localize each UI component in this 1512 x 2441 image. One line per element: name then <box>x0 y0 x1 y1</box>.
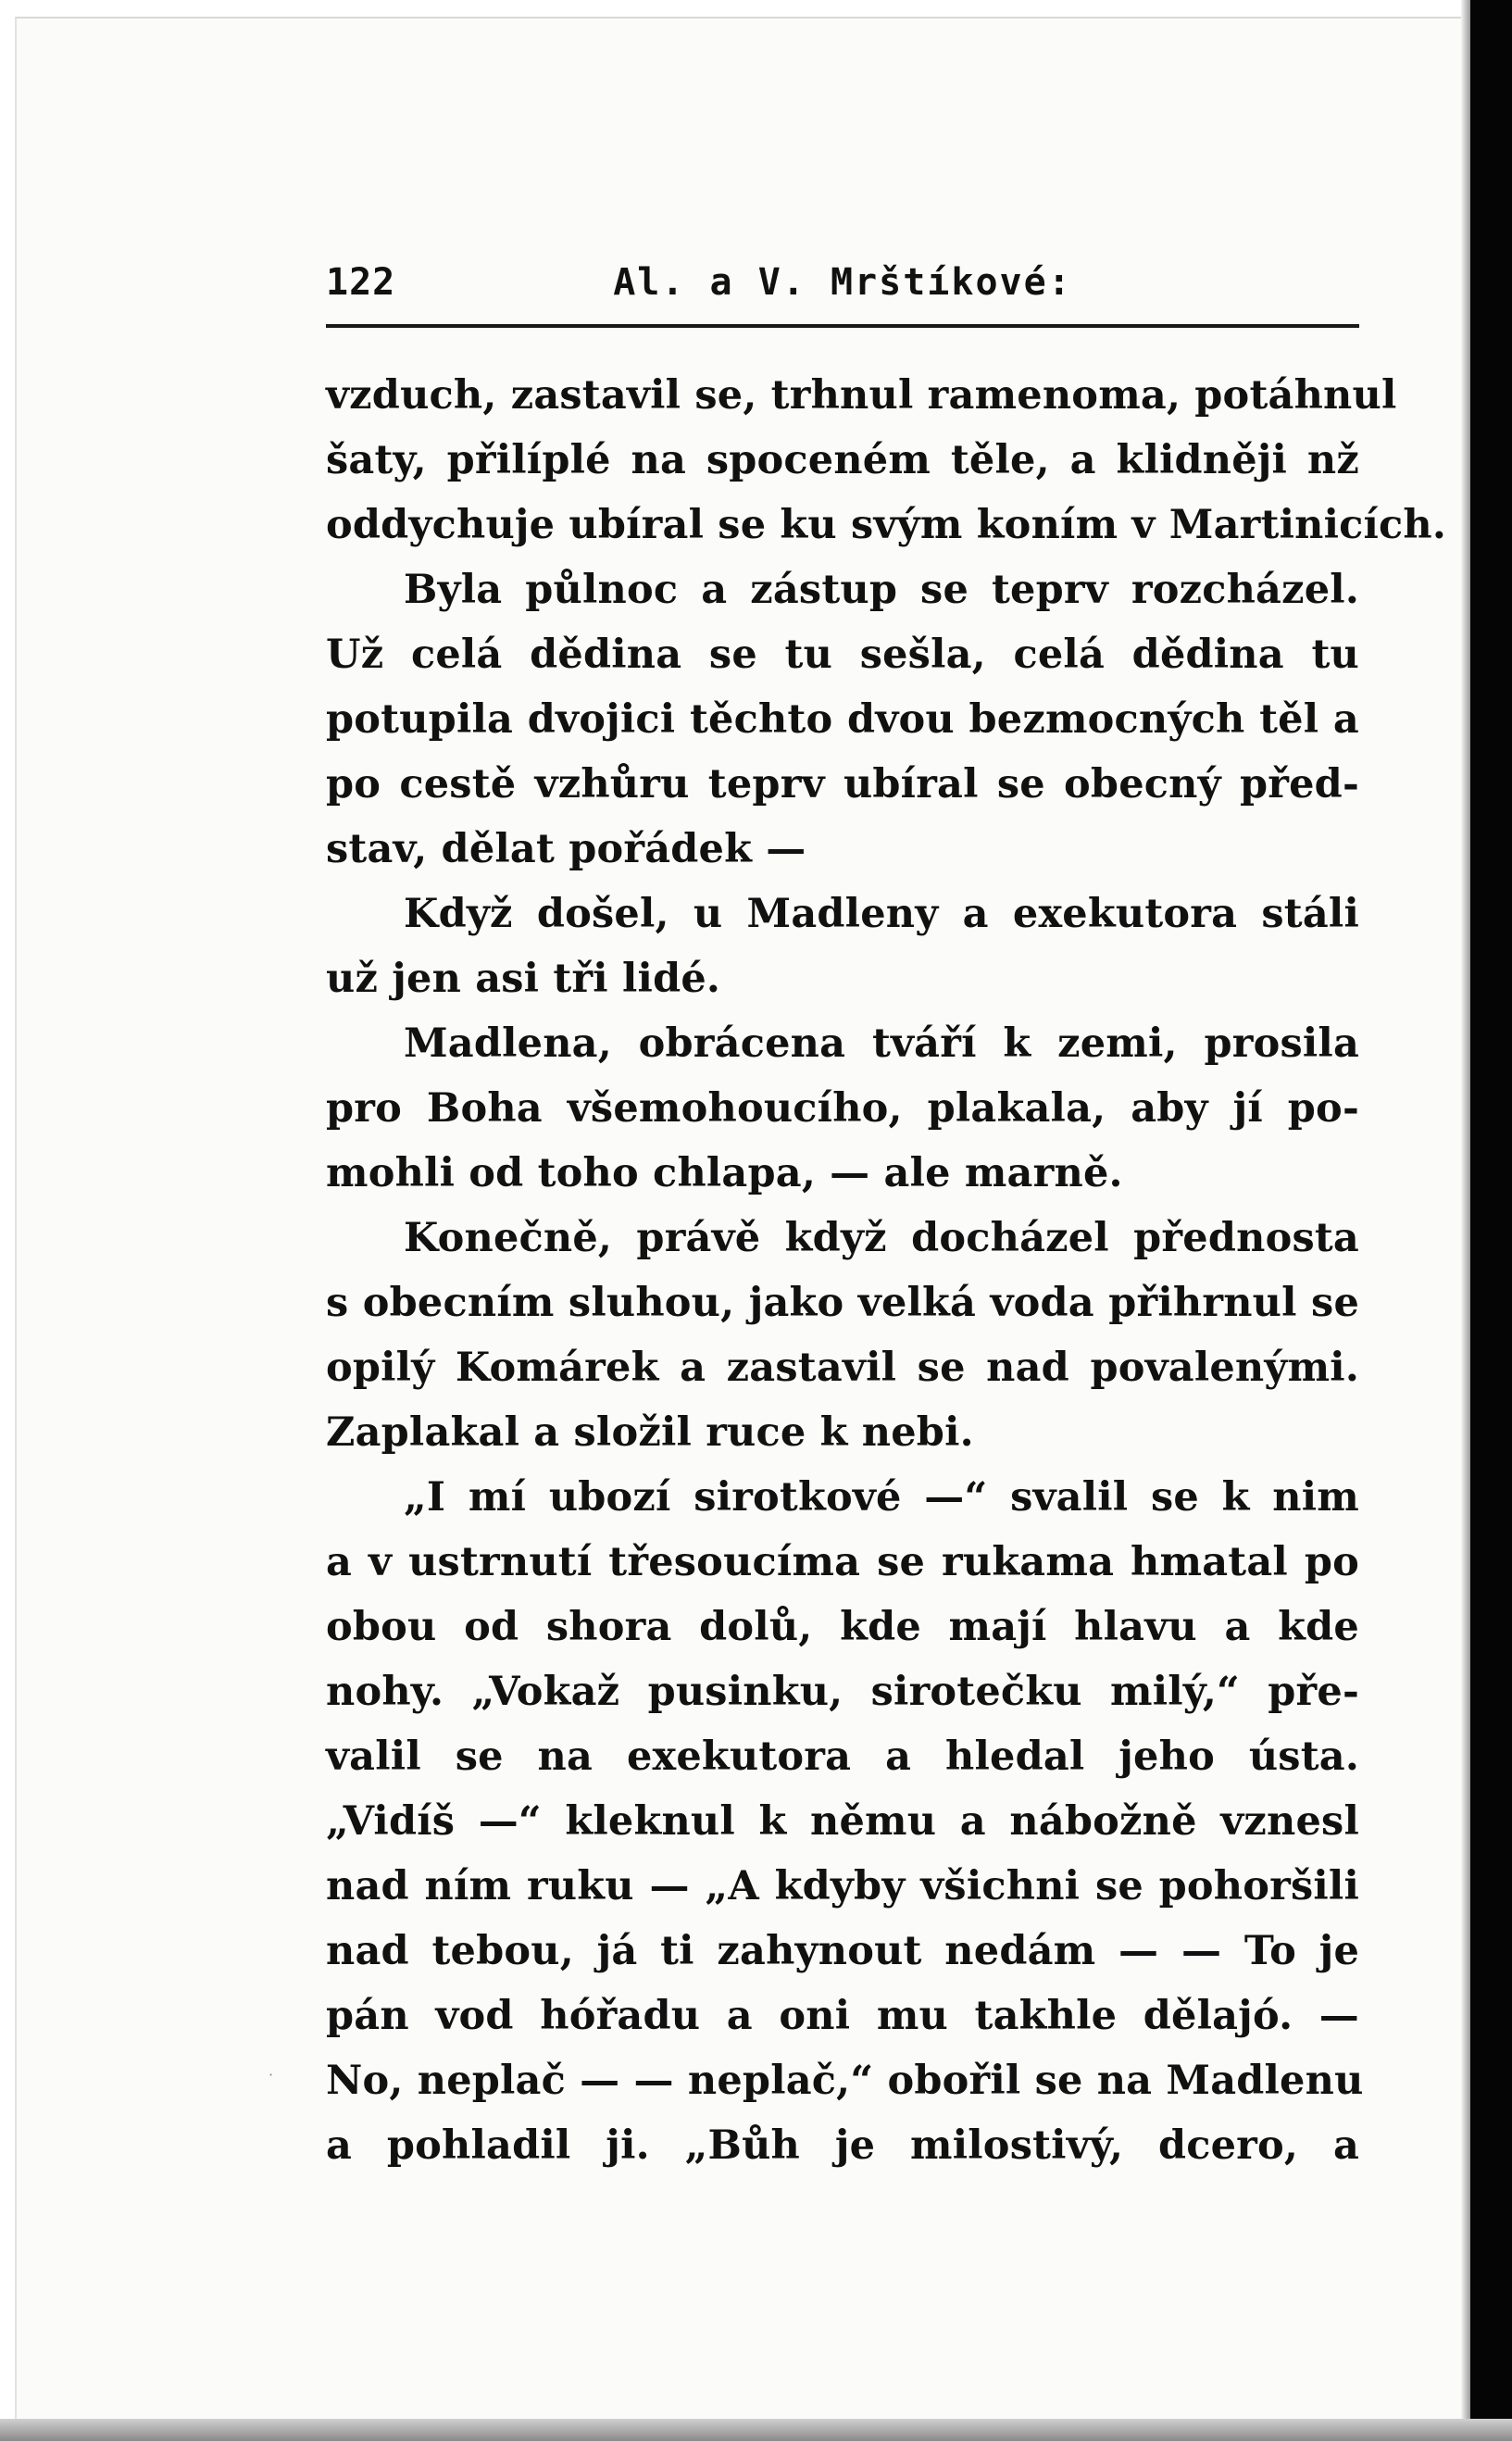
text-line: nad tebou, já ti zahynout nedám — — To je <box>326 1928 1359 1974</box>
scan-border-bottom <box>0 2419 1512 2441</box>
text-line: nohy. „Vokaž pusinku, sirotečku milý,“ pře- <box>326 1669 1359 1715</box>
running-title: Al. a V. Mrštíkové: <box>613 261 1072 304</box>
text-line: a pohladil ji. „Bůh je milostivý, dcero, a <box>326 2122 1359 2169</box>
text-line: a v ustrnutí třesoucíma se rukama hmatal po <box>326 1539 1359 1585</box>
text-line: Když došel, u Madleny a exekutora stáli <box>404 891 1359 937</box>
page-header <box>326 250 1359 328</box>
text-line: valil se na exekutora a hledal jeho ústa. <box>326 1734 1359 1780</box>
text-line: Byla půlnoc a zástup se teprv rozcházel. <box>404 567 1359 613</box>
text-line: opilý Komárek a zastavil se nad povalenými. <box>326 1345 1359 1391</box>
text-line: už jen asi tři lidé. <box>326 956 721 1002</box>
text-line: mohli od toho chlapa, — ale marně. <box>326 1150 1123 1196</box>
text-line: potupila dvojici těchto dvou bezmocných těl a <box>326 696 1359 743</box>
text-line: Konečně, právě když docházel přednosta <box>404 1215 1359 1261</box>
text-line: pán vod hóřadu a oni mu takhle dělajó. — <box>326 1993 1359 2039</box>
ink-fleck-icon: · <box>269 2066 274 2084</box>
text-line: stav, dělat pořádek — <box>326 826 806 872</box>
text-line: „I mí ubozí sirotkové —“ svalil se k nim <box>404 1474 1359 1521</box>
text-line: „Vidíš —“ kleknul k němu a nábožně vznesl <box>326 1798 1359 1845</box>
text-line: šaty, přilíplé na spoceném těle, a klidněji nž <box>326 437 1359 483</box>
page-edge-shadow <box>1461 0 1470 2441</box>
text-line: Zaplakal a složil ruce k nebi. <box>326 1409 974 1456</box>
text-line: Už celá dědina se tu sešla, celá dědina tu <box>326 632 1359 678</box>
book-page <box>326 250 1447 2178</box>
text-line: vzduch, zastavil se, trhnul ramenoma, potáhnul <box>326 372 1397 419</box>
text-line: nad ním ruku — „A kdyby všichni se pohoršili <box>326 1863 1359 1909</box>
text-line: po cestě vzhůru teprv ubíral se obecný před- <box>326 761 1359 807</box>
page-number: 122 <box>326 261 396 304</box>
text-line: s obecním sluhou, jako velká voda přihrnul se <box>326 1280 1359 1326</box>
text-line: pro Boha všemohoucího, plakala, aby jí po- <box>326 1085 1359 1132</box>
text-line: No, neplač — — neplač,“ obořil se na Madlenu <box>326 2058 1364 2104</box>
text-line: Madlena, obrácena tváří k zemi, prosila <box>404 1020 1359 1067</box>
text-line: obou od shora dolů, kde mají hlavu a kde <box>326 1604 1359 1650</box>
body-text <box>326 363 1447 2178</box>
scan-border-right <box>1470 0 1512 2441</box>
text-line: oddychuje ubíral se ku svým koním v Martinicích. <box>326 502 1447 548</box>
